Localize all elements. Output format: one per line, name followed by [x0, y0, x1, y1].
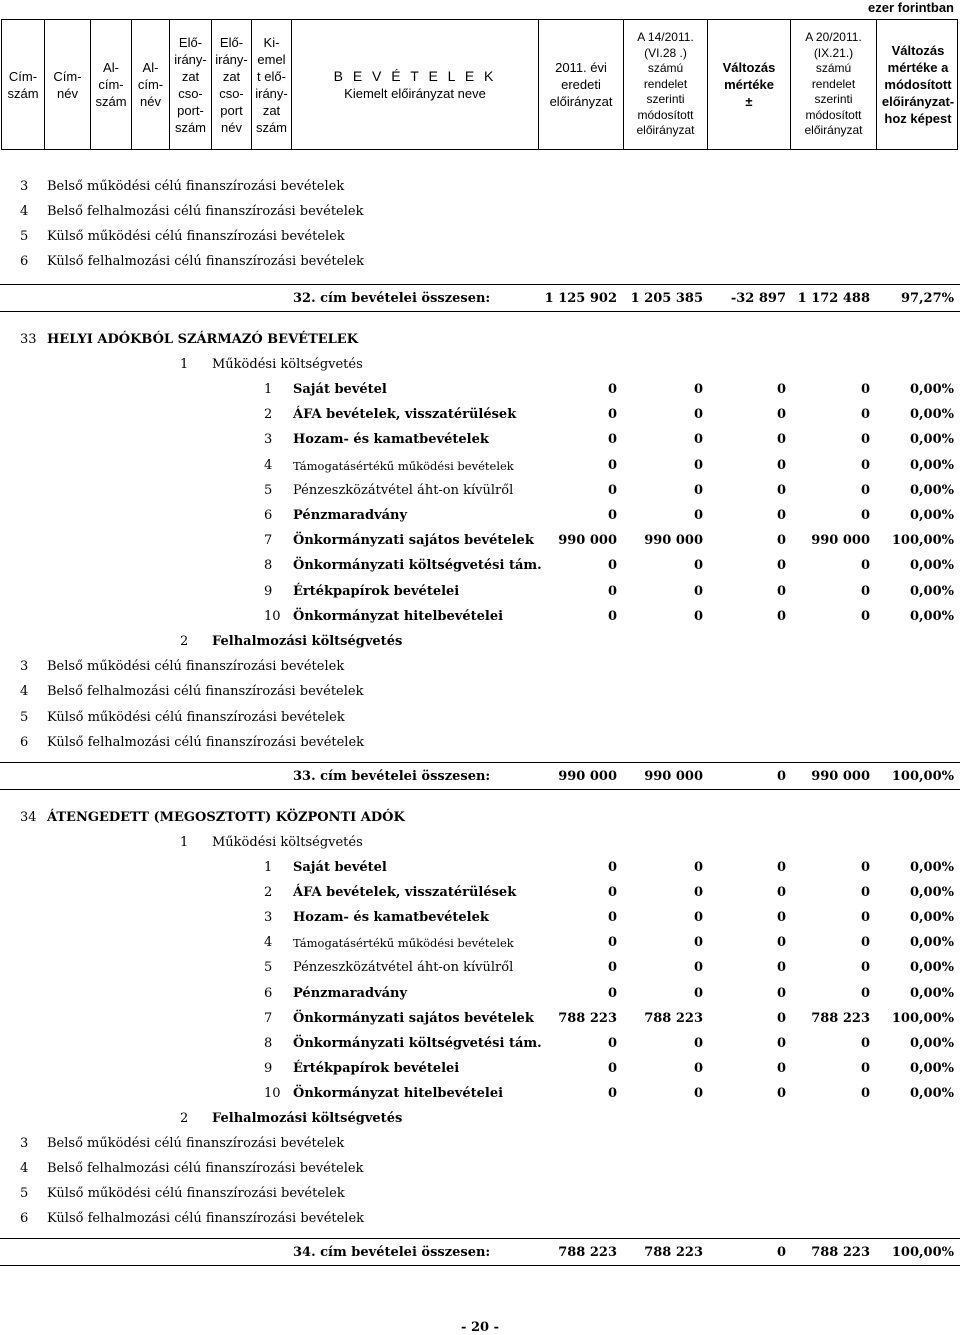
divider — [0, 1238, 960, 1239]
value-rendelet-2: 788 223 — [811, 1010, 870, 1026]
total-label: 32. cím bevételei összesen: — [293, 291, 491, 306]
item-number: 5 — [20, 229, 29, 244]
value-eredeti: 0 — [607, 1060, 617, 1076]
value-valtozas: 0 — [776, 885, 786, 901]
header-csoport-szam: Elő- irány- zat cso- port- szám — [169, 20, 211, 149]
value-rendelet-1: 0 — [693, 885, 703, 901]
item-label: Külső felhalmozási célú finanszírozási bevételek — [47, 254, 365, 269]
item-label: Belső felhalmozási célú finanszírozási bevételek — [47, 1161, 364, 1177]
header-eredeti: 2011. évi eredeti előirányzat — [538, 20, 623, 149]
value-arany: 0,00% — [909, 860, 954, 875]
value-eredeti: 0 — [607, 1035, 617, 1051]
value-rendelet-1: 990 000 — [644, 768, 703, 784]
item-number: 8 — [264, 1035, 273, 1051]
item-label: Saját bevétel — [293, 860, 387, 875]
item-label: Önkormányzat hitelbevételei — [293, 608, 504, 624]
item-label: Pénzmaradvány — [293, 508, 408, 523]
subsection-number: 2 — [180, 1111, 189, 1126]
item-label: ÁFA bevételek, visszatérülések — [293, 885, 517, 901]
value-valtozas: 0 — [776, 960, 786, 976]
value-valtozas: 0 — [776, 1060, 786, 1076]
subsection-row — [0, 1110, 960, 1128]
table-row — [0, 381, 960, 399]
subsection-label: Működési költségvetés — [212, 357, 363, 372]
item-number: 4 — [264, 457, 273, 473]
value-rendelet-1: 0 — [693, 860, 703, 875]
subsection-number: 1 — [180, 835, 189, 850]
item-number: 5 — [264, 960, 273, 976]
item-label: Önkormányzati költségvetési tám. — [293, 558, 542, 574]
value-rendelet-1: 990 000 — [644, 533, 703, 549]
value-arany: 0,00% — [909, 558, 954, 574]
divider — [0, 284, 960, 285]
section-number: 34 — [20, 810, 37, 825]
value-valtozas: 0 — [776, 533, 786, 549]
item-label: Hozam- és kamatbevételek — [293, 910, 489, 926]
subsection-label: Működési költségvetés — [212, 835, 363, 850]
subsection-row — [0, 834, 960, 852]
value-arany: 0,00% — [909, 985, 954, 1001]
total-row — [0, 768, 960, 786]
value-rendelet-2: 0 — [860, 910, 870, 926]
item-label: Értékpapírok bevételei — [293, 1060, 460, 1076]
value-eredeti: 0 — [607, 457, 617, 473]
value-arany: 100,00% — [891, 1245, 954, 1261]
header-cim-nev: Cím- név — [44, 20, 90, 149]
table-row — [0, 884, 960, 902]
value-arany: 0,00% — [909, 508, 954, 523]
value-eredeti: 0 — [607, 935, 617, 951]
total-row — [0, 1244, 960, 1262]
table-row — [0, 1035, 960, 1053]
value-rendelet-1: 0 — [693, 482, 703, 498]
item-label: Saját bevétel — [293, 382, 387, 397]
list-item — [0, 1160, 960, 1178]
list-item — [0, 203, 960, 221]
subsection-number: 1 — [180, 357, 189, 372]
value-eredeti: 0 — [607, 910, 617, 926]
item-number: 6 — [264, 508, 273, 523]
value-valtozas: 0 — [776, 432, 786, 448]
value-eredeti: 1 125 902 — [544, 291, 617, 306]
value-eredeti: 0 — [607, 860, 617, 875]
value-rendelet-1: 0 — [693, 407, 703, 423]
value-rendelet-2: 990 000 — [811, 533, 870, 549]
value-valtozas: 0 — [776, 382, 786, 397]
header-rendelet-2: A 20/2011. (IX.21.) számú rendelet szerinti módosított előirányzat — [790, 20, 876, 149]
value-eredeti: 990 000 — [558, 533, 617, 549]
table-header — [1, 19, 958, 150]
value-rendelet-1: 788 223 — [644, 1010, 703, 1026]
item-number: 9 — [264, 583, 273, 599]
value-rendelet-1: 0 — [693, 583, 703, 599]
total-label: 33. cím bevételei összesen: — [293, 768, 491, 784]
value-arany: 0,00% — [909, 432, 954, 448]
header-rendelet-1: A 14/2011. (VI.28 .) számú rendelet szerinti módosított előirányzat — [623, 20, 707, 149]
value-valtozas: 0 — [776, 407, 786, 423]
value-valtozas: 0 — [776, 1085, 786, 1101]
table-row — [0, 934, 960, 952]
item-number: 6 — [20, 1211, 29, 1227]
section-title: ÁTENGEDETT (MEGOSZTOTT) KÖZPONTI ADÓK — [47, 810, 405, 825]
list-item — [0, 683, 960, 701]
value-arany: 0,00% — [909, 1035, 954, 1051]
value-eredeti: 0 — [607, 960, 617, 976]
table-row — [0, 1060, 960, 1078]
header-kiemelt-szam: Ki- emel t elő- irány- zat szám — [251, 20, 291, 149]
value-rendelet-2: 0 — [860, 482, 870, 498]
value-rendelet-2: 0 — [860, 985, 870, 1001]
table-row — [0, 507, 960, 525]
table-row — [0, 482, 960, 500]
table-row — [0, 431, 960, 449]
value-valtozas: 0 — [776, 768, 786, 784]
value-arany: 0,00% — [909, 608, 954, 624]
value-eredeti: 788 223 — [558, 1010, 617, 1026]
table-row — [0, 583, 960, 601]
value-valtozas: 0 — [776, 457, 786, 473]
list-item — [0, 709, 960, 727]
table-row — [0, 1085, 960, 1103]
value-arany: 0,00% — [909, 885, 954, 901]
value-rendelet-2: 0 — [860, 407, 870, 423]
value-valtozas: 0 — [776, 608, 786, 624]
value-rendelet-2: 0 — [860, 457, 870, 473]
item-label: Külső működési célú finanszírozási bevételek — [47, 1186, 345, 1202]
section-number: 33 — [20, 332, 37, 347]
value-arany: 97,27% — [900, 291, 954, 306]
subsection-label: Felhalmozási költségvetés — [212, 1111, 403, 1126]
item-label: Önkormányzati sajátos bevételek — [293, 1010, 534, 1026]
item-label: Pénzeszközátvétel áht-on kívülről — [293, 960, 514, 976]
value-rendelet-1: 0 — [693, 1060, 703, 1076]
value-rendelet-1: 0 — [693, 985, 703, 1001]
value-valtozas: 0 — [776, 985, 786, 1001]
table-row — [0, 909, 960, 927]
item-number: 3 — [264, 910, 273, 926]
value-arany: 0,00% — [909, 482, 954, 498]
item-number: 10 — [264, 1085, 281, 1101]
value-eredeti: 990 000 — [558, 768, 617, 784]
item-number: 3 — [264, 432, 273, 448]
section-title: HELYI ADÓKBÓL SZÁRMAZÓ BEVÉTELEK — [47, 332, 358, 347]
table-row — [0, 457, 960, 475]
value-arany: 0,00% — [909, 960, 954, 976]
value-rendelet-1: 0 — [693, 608, 703, 624]
value-rendelet-2: 0 — [860, 432, 870, 448]
header-alcim-szam: Al- cím- szám — [90, 20, 131, 149]
list-item — [0, 658, 960, 676]
header-bevetelek-sub: Kiemelt előirányzat neve — [344, 85, 486, 101]
value-eredeti: 0 — [607, 608, 617, 624]
item-number: 6 — [264, 985, 273, 1001]
value-arany: 0,00% — [909, 1085, 954, 1101]
item-label: Önkormányzat hitelbevételei — [293, 1085, 504, 1101]
header-valtozas: Változás mértéke ± — [707, 20, 790, 149]
value-eredeti: 0 — [607, 1085, 617, 1101]
item-label: Belső felhalmozási célú finanszírozási bevételek — [47, 684, 364, 700]
table-row — [0, 859, 960, 877]
item-number: 1 — [264, 382, 273, 397]
table-row — [0, 406, 960, 424]
item-number: 5 — [20, 1186, 29, 1202]
item-label: Külső működési célú finanszírozási bevételek — [47, 709, 345, 725]
item-label: Önkormányzati költségvetési tám. — [293, 1035, 542, 1051]
page-number: - 20 - — [461, 1320, 499, 1335]
item-number: 3 — [20, 1136, 29, 1152]
value-arany: 100,00% — [891, 533, 954, 549]
item-label: Pénzeszközátvétel áht-on kívülről — [293, 482, 514, 498]
table-row — [0, 557, 960, 575]
value-arany: 100,00% — [891, 768, 954, 784]
header-cim-szam: Cím- szám — [7, 68, 39, 101]
section-title-row — [0, 331, 960, 349]
value-eredeti: 0 — [607, 583, 617, 599]
value-rendelet-1: 0 — [693, 1085, 703, 1101]
value-valtozas: 0 — [776, 1035, 786, 1051]
item-label: ÁFA bevételek, visszatérülések — [293, 407, 517, 423]
item-label: Önkormányzati sajátos bevételek — [293, 533, 534, 549]
table-row — [0, 959, 960, 977]
subsection-number: 2 — [180, 634, 189, 649]
list-item — [0, 228, 960, 246]
value-rendelet-1: 0 — [693, 508, 703, 523]
value-valtozas: 0 — [776, 583, 786, 599]
item-number: 8 — [264, 558, 273, 574]
value-rendelet-2: 0 — [860, 960, 870, 976]
item-number: 5 — [264, 482, 273, 498]
section-title-row — [0, 809, 960, 827]
total-label: 34. cím bevételei összesen: — [293, 1245, 491, 1261]
item-label: Pénzmaradvány — [293, 985, 408, 1001]
value-valtozas: 0 — [776, 482, 786, 498]
item-label: Támogatásértékű működési bevételek — [293, 458, 514, 473]
list-item — [0, 253, 960, 271]
item-number: 10 — [264, 608, 281, 624]
subsection-row — [0, 633, 960, 651]
item-number: 3 — [20, 179, 29, 194]
value-valtozas: -32 897 — [730, 291, 786, 306]
table-row — [0, 985, 960, 1003]
header-csoport-nev: Elő- irány- zat cso- port név — [211, 20, 251, 149]
item-number: 3 — [20, 659, 29, 675]
value-rendelet-1: 1 205 385 — [630, 291, 703, 306]
list-item — [0, 1135, 960, 1153]
value-arany: 0,00% — [909, 910, 954, 926]
value-rendelet-2: 0 — [860, 608, 870, 624]
item-label: Támogatásértékű működési bevételek — [293, 936, 514, 951]
list-item — [0, 1210, 960, 1228]
value-rendelet-2: 0 — [860, 1060, 870, 1076]
value-eredeti: 0 — [607, 985, 617, 1001]
header-bevetelek-title: B E V É T E L E K — [333, 67, 497, 84]
table-row — [0, 608, 960, 626]
item-number: 4 — [20, 204, 29, 219]
header-bevetelek — [291, 20, 538, 149]
item-number: 5 — [20, 709, 29, 725]
header-alcim-nev: Al- cím- név — [131, 20, 169, 149]
value-valtozas: 0 — [776, 1245, 786, 1261]
item-number: 4 — [20, 1161, 29, 1177]
value-rendelet-2: 0 — [860, 508, 870, 523]
value-valtozas: 0 — [776, 910, 786, 926]
value-eredeti: 0 — [607, 382, 617, 397]
value-rendelet-2: 788 223 — [811, 1245, 870, 1261]
value-arany: 0,00% — [909, 583, 954, 599]
item-label: Belső felhalmozási célú finanszírozási bevételek — [47, 204, 364, 219]
item-number: 6 — [20, 734, 29, 750]
item-number: 4 — [20, 684, 29, 700]
value-rendelet-2: 1 172 488 — [797, 291, 870, 306]
value-rendelet-1: 0 — [693, 960, 703, 976]
divider — [0, 762, 960, 763]
item-number: 7 — [264, 1010, 273, 1026]
item-number: 9 — [264, 1060, 273, 1076]
value-eredeti: 788 223 — [558, 1245, 617, 1261]
value-rendelet-2: 0 — [860, 382, 870, 397]
subsection-row — [0, 356, 960, 374]
value-rendelet-1: 0 — [693, 910, 703, 926]
value-rendelet-1: 0 — [693, 558, 703, 574]
total-row-32 — [0, 290, 960, 308]
header-arany: Változás mértéke a módosított előirányzat- hoz képest — [876, 20, 959, 149]
value-rendelet-2: 0 — [860, 558, 870, 574]
value-rendelet-2: 0 — [860, 583, 870, 599]
value-rendelet-1: 0 — [693, 432, 703, 448]
item-number: 4 — [264, 935, 273, 951]
item-label: Külső működési célú finanszírozási bevételek — [47, 229, 345, 244]
value-rendelet-2: 0 — [860, 860, 870, 875]
value-rendelet-1: 0 — [693, 935, 703, 951]
value-eredeti: 0 — [607, 432, 617, 448]
value-rendelet-1: 0 — [693, 457, 703, 473]
divider — [0, 1265, 960, 1266]
value-rendelet-1: 0 — [693, 1035, 703, 1051]
item-number: 2 — [264, 885, 273, 901]
list-item — [0, 178, 960, 196]
value-rendelet-2: 0 — [860, 885, 870, 901]
value-arany: 0,00% — [909, 1060, 954, 1076]
value-rendelet-1: 0 — [693, 382, 703, 397]
item-number: 6 — [20, 254, 29, 269]
value-rendelet-2: 0 — [860, 1085, 870, 1101]
value-valtozas: 0 — [776, 558, 786, 574]
value-arany: 0,00% — [909, 935, 954, 951]
subsection-label: Felhalmozási költségvetés — [212, 634, 403, 649]
value-valtozas: 0 — [776, 1010, 786, 1026]
value-valtozas: 0 — [776, 860, 786, 875]
item-label: Belső működési célú finanszírozási bevételek — [47, 659, 345, 675]
table-row — [0, 1010, 960, 1028]
value-valtozas: 0 — [776, 508, 786, 523]
table-row — [0, 532, 960, 550]
value-eredeti: 0 — [607, 508, 617, 523]
value-eredeti: 0 — [607, 885, 617, 901]
item-number: 7 — [264, 533, 273, 549]
item-label: Hozam- és kamatbevételek — [293, 432, 489, 448]
value-eredeti: 0 — [607, 482, 617, 498]
item-label: Külső felhalmozási célú finanszírozási bevételek — [47, 734, 365, 750]
item-number: 2 — [264, 407, 273, 423]
value-rendelet-2: 0 — [860, 1035, 870, 1051]
divider — [0, 789, 960, 790]
item-label: Külső felhalmozási célú finanszírozási bevételek — [47, 1211, 365, 1227]
list-item — [0, 734, 960, 752]
item-number: 1 — [264, 860, 273, 875]
value-arany: 100,00% — [891, 1010, 954, 1026]
divider — [0, 311, 960, 312]
list-item — [0, 1185, 960, 1203]
value-eredeti: 0 — [607, 407, 617, 423]
value-rendelet-2: 990 000 — [811, 768, 870, 784]
value-eredeti: 0 — [607, 558, 617, 574]
value-valtozas: 0 — [776, 935, 786, 951]
value-rendelet-1: 788 223 — [644, 1245, 703, 1261]
unit-note: ezer forintban — [868, 0, 954, 15]
value-arany: 0,00% — [909, 407, 954, 423]
value-rendelet-2: 0 — [860, 935, 870, 951]
value-arany: 0,00% — [909, 382, 954, 397]
item-label: Belső működési célú finanszírozási bevételek — [47, 1136, 345, 1152]
value-arany: 0,00% — [909, 457, 954, 473]
item-label: Belső működési célú finanszírozási bevételek — [47, 179, 345, 194]
item-label: Értékpapírok bevételei — [293, 583, 460, 599]
